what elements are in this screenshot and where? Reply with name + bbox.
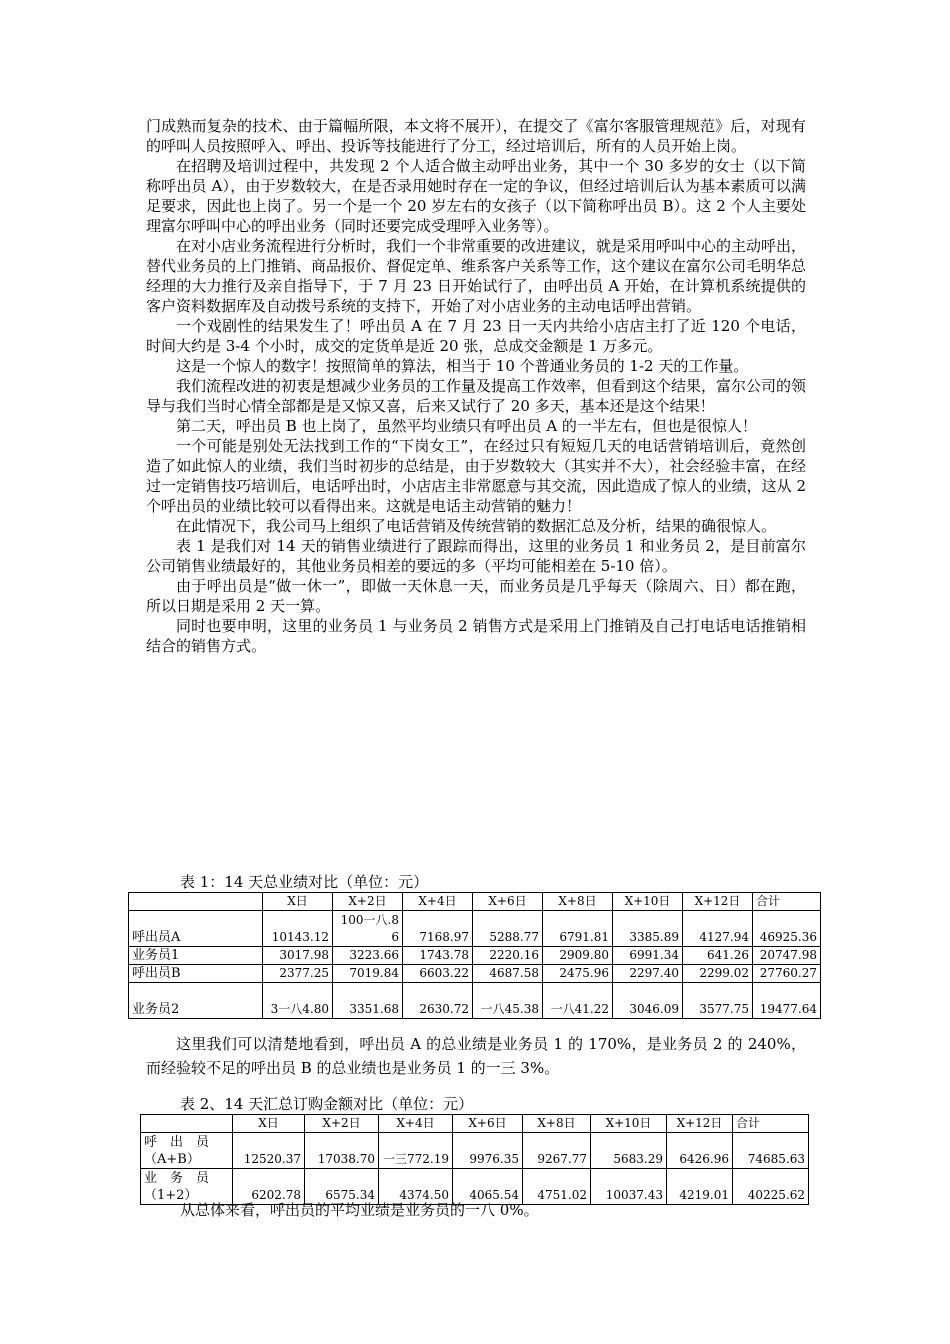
table1-cell: 46925.36: [753, 911, 821, 947]
table2-header-cell: X日: [233, 1115, 305, 1133]
table2-header-cell: 合计: [733, 1115, 809, 1133]
table-row: [129, 965, 821, 983]
paragraph: 这里我们可以清楚地看到，呼出员 A 的总业绩是业务员 1 的 170%，是业务员 2 的 240%，而经验较不足的呼出员 B 的总业绩也是业务员 1 的一三 3%。: [146, 1035, 806, 1077]
table1-cell: 27760.27: [753, 965, 821, 983]
table1-header-cell: X+10日: [613, 893, 683, 911]
table1-cell: 2475.96: [543, 965, 613, 983]
paragraph: 表 1 是我们对 14 天的销售业绩进行了跟踪而得出，这里的业务员 1 和业务员 2，是目前富尔公司销售业绩最好的，其他业务员相差的要远的多（平均可能相差在 5-10 倍）。: [146, 537, 806, 575]
table1-row-label: 呼出员B: [129, 965, 263, 983]
table2-cell: 4374.50: [379, 1169, 453, 1205]
table1-cell: 3223.66: [333, 947, 403, 965]
table-row: [129, 947, 821, 965]
table2-cell: 4065.54: [453, 1169, 523, 1205]
table2-cell: 6202.78: [233, 1169, 305, 1205]
table2-cell: 9267.77: [523, 1133, 591, 1169]
table1-header-row: [129, 893, 821, 911]
table2-cell: 一三772.19: [379, 1133, 453, 1169]
paragraph: 这是一个惊人的数字！按照简单的算法，相当于 10 个普通业务员的 1-2 天的工作量。: [176, 357, 749, 375]
paragraph: 在此情况下，我公司马上组织了电话营销及传统营销的数据汇总及分析，结果的确很惊人。: [176, 517, 777, 535]
table1-cell: 3385.89: [613, 911, 683, 947]
table2-cell: 9976.35: [453, 1133, 523, 1169]
table1-header-cell: X日: [263, 893, 333, 911]
table2-cell: 12520.37: [233, 1133, 305, 1169]
table2: [140, 1114, 809, 1205]
table1-cell: 6791.81: [543, 911, 613, 947]
table1-cell: 一八45.38: [473, 983, 543, 1019]
table2-row-label: 业 务 员（1+2）: [141, 1169, 233, 1205]
table2-cell: 6575.34: [305, 1169, 379, 1205]
table2-header-cell: [141, 1115, 233, 1133]
table1-header-cell: X+4日: [403, 893, 473, 911]
table2-cell: 5683.29: [591, 1133, 667, 1169]
table1-row-label: 业务员2: [129, 983, 263, 1019]
table1-header-cell: X+6日: [473, 893, 543, 911]
table1-cell: 20747.98: [753, 947, 821, 965]
table1-cell: 3046.09: [613, 983, 683, 1019]
table2-header-cell: X+8日: [523, 1115, 591, 1133]
table2-header-cell: X+6日: [453, 1115, 523, 1133]
table1-cell: 4127.94: [683, 911, 753, 947]
table1-cell: 一八41.22: [543, 983, 613, 1019]
table2-header-cell: X+10日: [591, 1115, 667, 1133]
paragraph: 在招聘及培训过程中，共发现 2 个人适合做主动呼出业务，其中一个 30 多岁的女士（以下简称呼出员 A），由于岁数较大，在是否录用她时存在一定的争议，但经过培训后认为基本素质可以满足要求，因此也上岗了。另一个是一个 20 岁左右的女孩子（以下简称呼出员 B）。这 2 个人主要处理富尔呼叫中心的呼出业务（同时还要完成受理呼入业务等）。: [146, 157, 806, 235]
table1-cell: 5288.77: [473, 911, 543, 947]
table1-cell: 3一八4.80: [263, 983, 333, 1019]
table1-cell: 2377.25: [263, 965, 333, 983]
table1: [128, 892, 821, 1019]
table1-header-cell: X+12日: [683, 893, 753, 911]
table1-cell: 2630.72: [403, 983, 473, 1019]
table1-cell: 2299.02: [683, 965, 753, 983]
table1-header-cell: X+8日: [543, 893, 613, 911]
table1-cell: 2297.40: [613, 965, 683, 983]
paragraph: 同时也要申明，这里的业务员 1 与业务员 2 销售方式是采用上门推销及自己打电话电话推销相结合的销售方式。: [146, 617, 806, 655]
table2-cell: 40225.62: [733, 1169, 809, 1205]
table2-header-cell: X+2日: [305, 1115, 379, 1133]
table1-cell: 19477.64: [753, 983, 821, 1019]
table1-cell: 2220.16: [473, 947, 543, 965]
paragraph: 第二天，呼出员 B 也上岗了，虽然平均业绩只有呼出员 A 的一半左右，但也是很惊人！: [176, 417, 757, 435]
table1-row-label: 呼出员A: [129, 911, 263, 947]
table2-cell: 4751.02: [523, 1169, 591, 1205]
paragraph: 在对小店业务流程进行分析时，我们一个非常重要的改进建议，就是采用呼叫中心的主动呼出，替代业务员的上门推销、商品报价、督促定单、维系客户关系等工作，这个建议在富尔公司毛明华总经理的大力推行及亲自指导下，于 7 月 23 日开始试行了，由呼出员 A 开始，在计算机系统提供的客户资料数据库及自动拨号系统的支持下，开始了对小店业务的主动电话呼出营销。: [146, 237, 807, 315]
table2-header-cell: X+4日: [379, 1115, 453, 1133]
table2-cell: 10037.43: [591, 1169, 667, 1205]
table2-header-row: [141, 1115, 809, 1133]
table1-cell: 7168.97: [403, 911, 473, 947]
table1-cell: 10143.12: [263, 911, 333, 947]
table-row: [141, 1133, 809, 1169]
table2-header-cell: X+12日: [667, 1115, 733, 1133]
table1-cell: 1743.78: [403, 947, 473, 965]
table1-cell: 4687.58: [473, 965, 543, 983]
table2-cell: 4219.01: [667, 1169, 733, 1205]
table1-header-cell: [129, 893, 263, 911]
table2-row-label: 呼 出 员（A+B）: [141, 1133, 233, 1169]
table1-cell: 2909.80: [543, 947, 613, 965]
paragraph: 一个可能是别处无法找到工作的“下岗女工”，在经过只有短短几天的电话营销培训后，竟然创造了如此惊人的业绩，我们当时初步的总结是，由于岁数较大（其实并不大），社会经验丰富，在经过一定销售技巧培训后，电话呼出时，小店店主非常愿意与其交流，因此造成了惊人的业绩，这从 2 个呼出员的业绩比较可以看得出来。这就是电话主动营销的魅力！: [146, 437, 806, 515]
table1-cell: 3017.98: [263, 947, 333, 965]
table2-cell: 6426.96: [667, 1133, 733, 1169]
table2-caption: 表 2、14 天汇总订购金额对比（单位：元）: [180, 1095, 474, 1113]
table1-row-label: 业务员1: [129, 947, 263, 965]
body-text: [146, 116, 806, 656]
paragraph: 门成熟而复杂的技术、由于篇幅所限，本文将不展开），在提交了《富尔客服管理规范》后，对现有的呼叫人员按照呼入、呼出、投诉等技能进行了分工，经过培训后，所有的人员开始上岗。: [146, 117, 806, 155]
table1-cell: 641.26: [683, 947, 753, 965]
paragraph: 我们流程改进的初衷是想减少业务员的工作量及提高工作效率，但看到这个结果，富尔公司的领导与我们当时心情全部都是是又惊又喜，后来又试行了 20 多天，基本还是这个结果！: [146, 377, 807, 415]
table1-caption: 表 1：14 天总业绩对比（单位：元）: [180, 873, 429, 891]
table-row: [129, 983, 821, 1019]
table2-cell: 17038.70: [305, 1133, 379, 1169]
table1-header-cell: X+2日: [333, 893, 403, 911]
paragraph: 由于呼出员是“做一休一”，即做一天休息一天，而业务员是几乎每天（除周六、日）都在跑，所以日期是采用 2 天一算。: [146, 577, 806, 615]
table1-cell: 6991.34: [613, 947, 683, 965]
table2-cell: 74685.63: [733, 1133, 809, 1169]
table1-header-cell: 合计: [753, 893, 821, 911]
table1-cell: 6603.22: [403, 965, 473, 983]
table2-summary: 从总体来看，呼出员的平均业绩是业务员的一八 0%。: [180, 1201, 539, 1219]
table1-summary: [146, 1032, 806, 1080]
table1-cell: 100一八.86: [333, 911, 403, 947]
table1-cell: 7019.84: [333, 965, 403, 983]
table1-cell: 3577.75: [683, 983, 753, 1019]
table1-cell: 3351.68: [333, 983, 403, 1019]
table-row: [129, 911, 821, 947]
paragraph: 一个戏剧性的结果发生了！呼出员 A 在 7 月 23 日一天内共给小店店主打了近 120 个电话，时间大约是 3-4 个小时，成交的定货单是近 20 张，总成交金额是 1 万多元。: [146, 317, 806, 355]
